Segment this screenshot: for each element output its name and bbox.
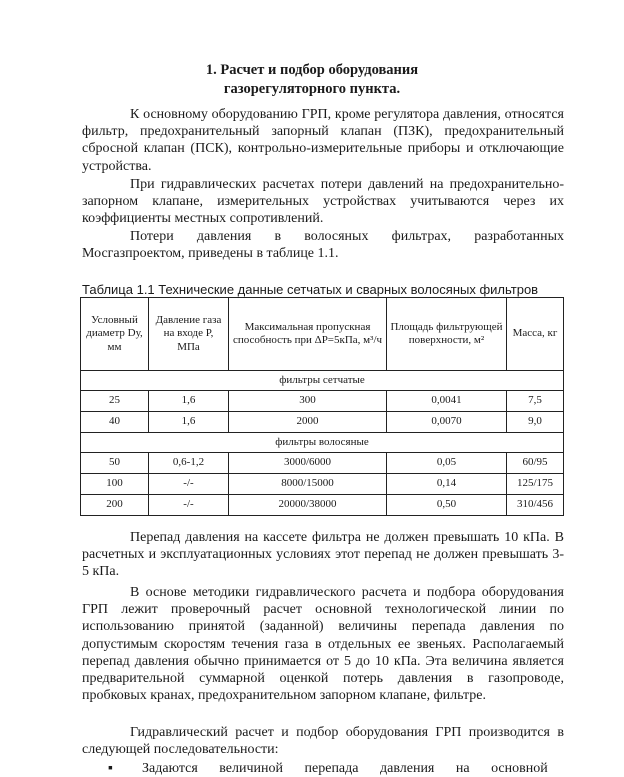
table-row <box>81 453 564 474</box>
table-row <box>81 474 564 495</box>
table-cell: 200 <box>81 495 149 516</box>
table-cell: -/- <box>149 495 229 516</box>
table-cell: 0,14 <box>387 474 507 495</box>
table-cell: 0,05 <box>387 453 507 474</box>
table-caption: Таблица 1.1 Технические данные сетчатых и сварных волосяных фильтров <box>82 282 539 297</box>
table-cell: 50 <box>81 453 149 474</box>
table-cell: 3000/6000 <box>229 453 387 474</box>
table-cell: 25 <box>81 391 149 412</box>
header-pressure: Давление газа на входе P, МПа <box>149 298 229 371</box>
bullet-text: Задаются величиной перепада давления на основной <box>142 761 548 776</box>
table-cell: 100 <box>81 474 149 495</box>
table-cell: 9,0 <box>507 412 564 433</box>
table-cell: 1,6 <box>149 391 229 412</box>
table-cell: 40 <box>81 412 149 433</box>
bullet-item <box>108 760 566 777</box>
section-title-line1: 1. Расчет и подбор оборудования <box>205 62 419 78</box>
table-cell: 20000/38000 <box>229 495 387 516</box>
paragraph-method: В основе методики гидравлического расчета и подбора оборудования ГРП лежит проверочный расчет основной технологической линии по использованию принятой (заданной) величины перепада давления по допустимым скоростям течения газа в отдельных ее звеньях. Располагаемый перепад давления обычно принимается от 5 до 10 кПа. Эта величина является предварительной суммарной оценкой потерь давления в газопроводе, пробковых кранах, предохранительном запорном клапане, фильтре. <box>82 585 564 704</box>
filter-spec-table <box>80 297 564 516</box>
section-title-line2: газорегуляторного пункта. <box>223 81 401 97</box>
table-cell: -/- <box>149 474 229 495</box>
table-cell: 2000 <box>229 412 387 433</box>
bullet-marker: ▪ <box>108 761 113 776</box>
table-row <box>81 391 564 412</box>
header-diameter: Условный диаметр Dу, мм <box>81 298 149 371</box>
table-cell: 310/456 <box>507 495 564 516</box>
paragraph-sequence: Гидравлический расчет и подбор оборудования ГРП производится в следующей последовательности: <box>82 725 564 758</box>
group-row-mesh <box>81 371 564 391</box>
table-row <box>81 495 564 516</box>
paragraph-equipment: К основному оборудованию ГРП, кроме регулятора давления, относятся фильтр, предохранительный запорный клапан (ПЗК), предохранительный сбросной клапан (ПСК), контрольно-измерительные приборы и отключающие устройства. <box>82 107 564 174</box>
table-cell: 7,5 <box>507 391 564 412</box>
paragraph-cassette: Перепад давления на кассете фильтра не должен превышать 10 кПа. В расчетных и эксплуатационных условиях этот перепад не должен превышать 3-5 кПа. <box>82 530 564 580</box>
table-cell: 1,6 <box>149 412 229 433</box>
table-cell: 60/95 <box>507 453 564 474</box>
paragraph-hydraulic: При гидравлических расчетах потери давлений на предохранительно-запорном клапане, измерительных устройствах учитываются через их коэффициенты местных сопротивлений. <box>82 177 564 227</box>
group-row-hair <box>81 433 564 453</box>
group-label-mesh: фильтры сетчатые <box>81 371 564 391</box>
table-cell: 0,6-1,2 <box>149 453 229 474</box>
table-cell: 0,50 <box>387 495 507 516</box>
table-cell: 8000/15000 <box>229 474 387 495</box>
table-cell: 125/175 <box>507 474 564 495</box>
table-cell: 0,0070 <box>387 412 507 433</box>
table-cell: 300 <box>229 391 387 412</box>
table-cell: 0,0041 <box>387 391 507 412</box>
header-mass: Масса, кг <box>507 298 564 371</box>
paragraph-losses: Потери давления в волосяных фильтрах, разработанных Мосгазпроектом, приведены в таблице 1.1. <box>82 229 564 262</box>
header-area: Площадь фильтрующей поверхности, м² <box>387 298 507 371</box>
header-capacity: Максимальная пропускная способность при ΔP=5кПа, м³/ч <box>229 298 387 371</box>
group-label-hair: фильтры волосяные <box>81 433 564 453</box>
table-header-row <box>81 298 564 371</box>
table-row <box>81 412 564 433</box>
